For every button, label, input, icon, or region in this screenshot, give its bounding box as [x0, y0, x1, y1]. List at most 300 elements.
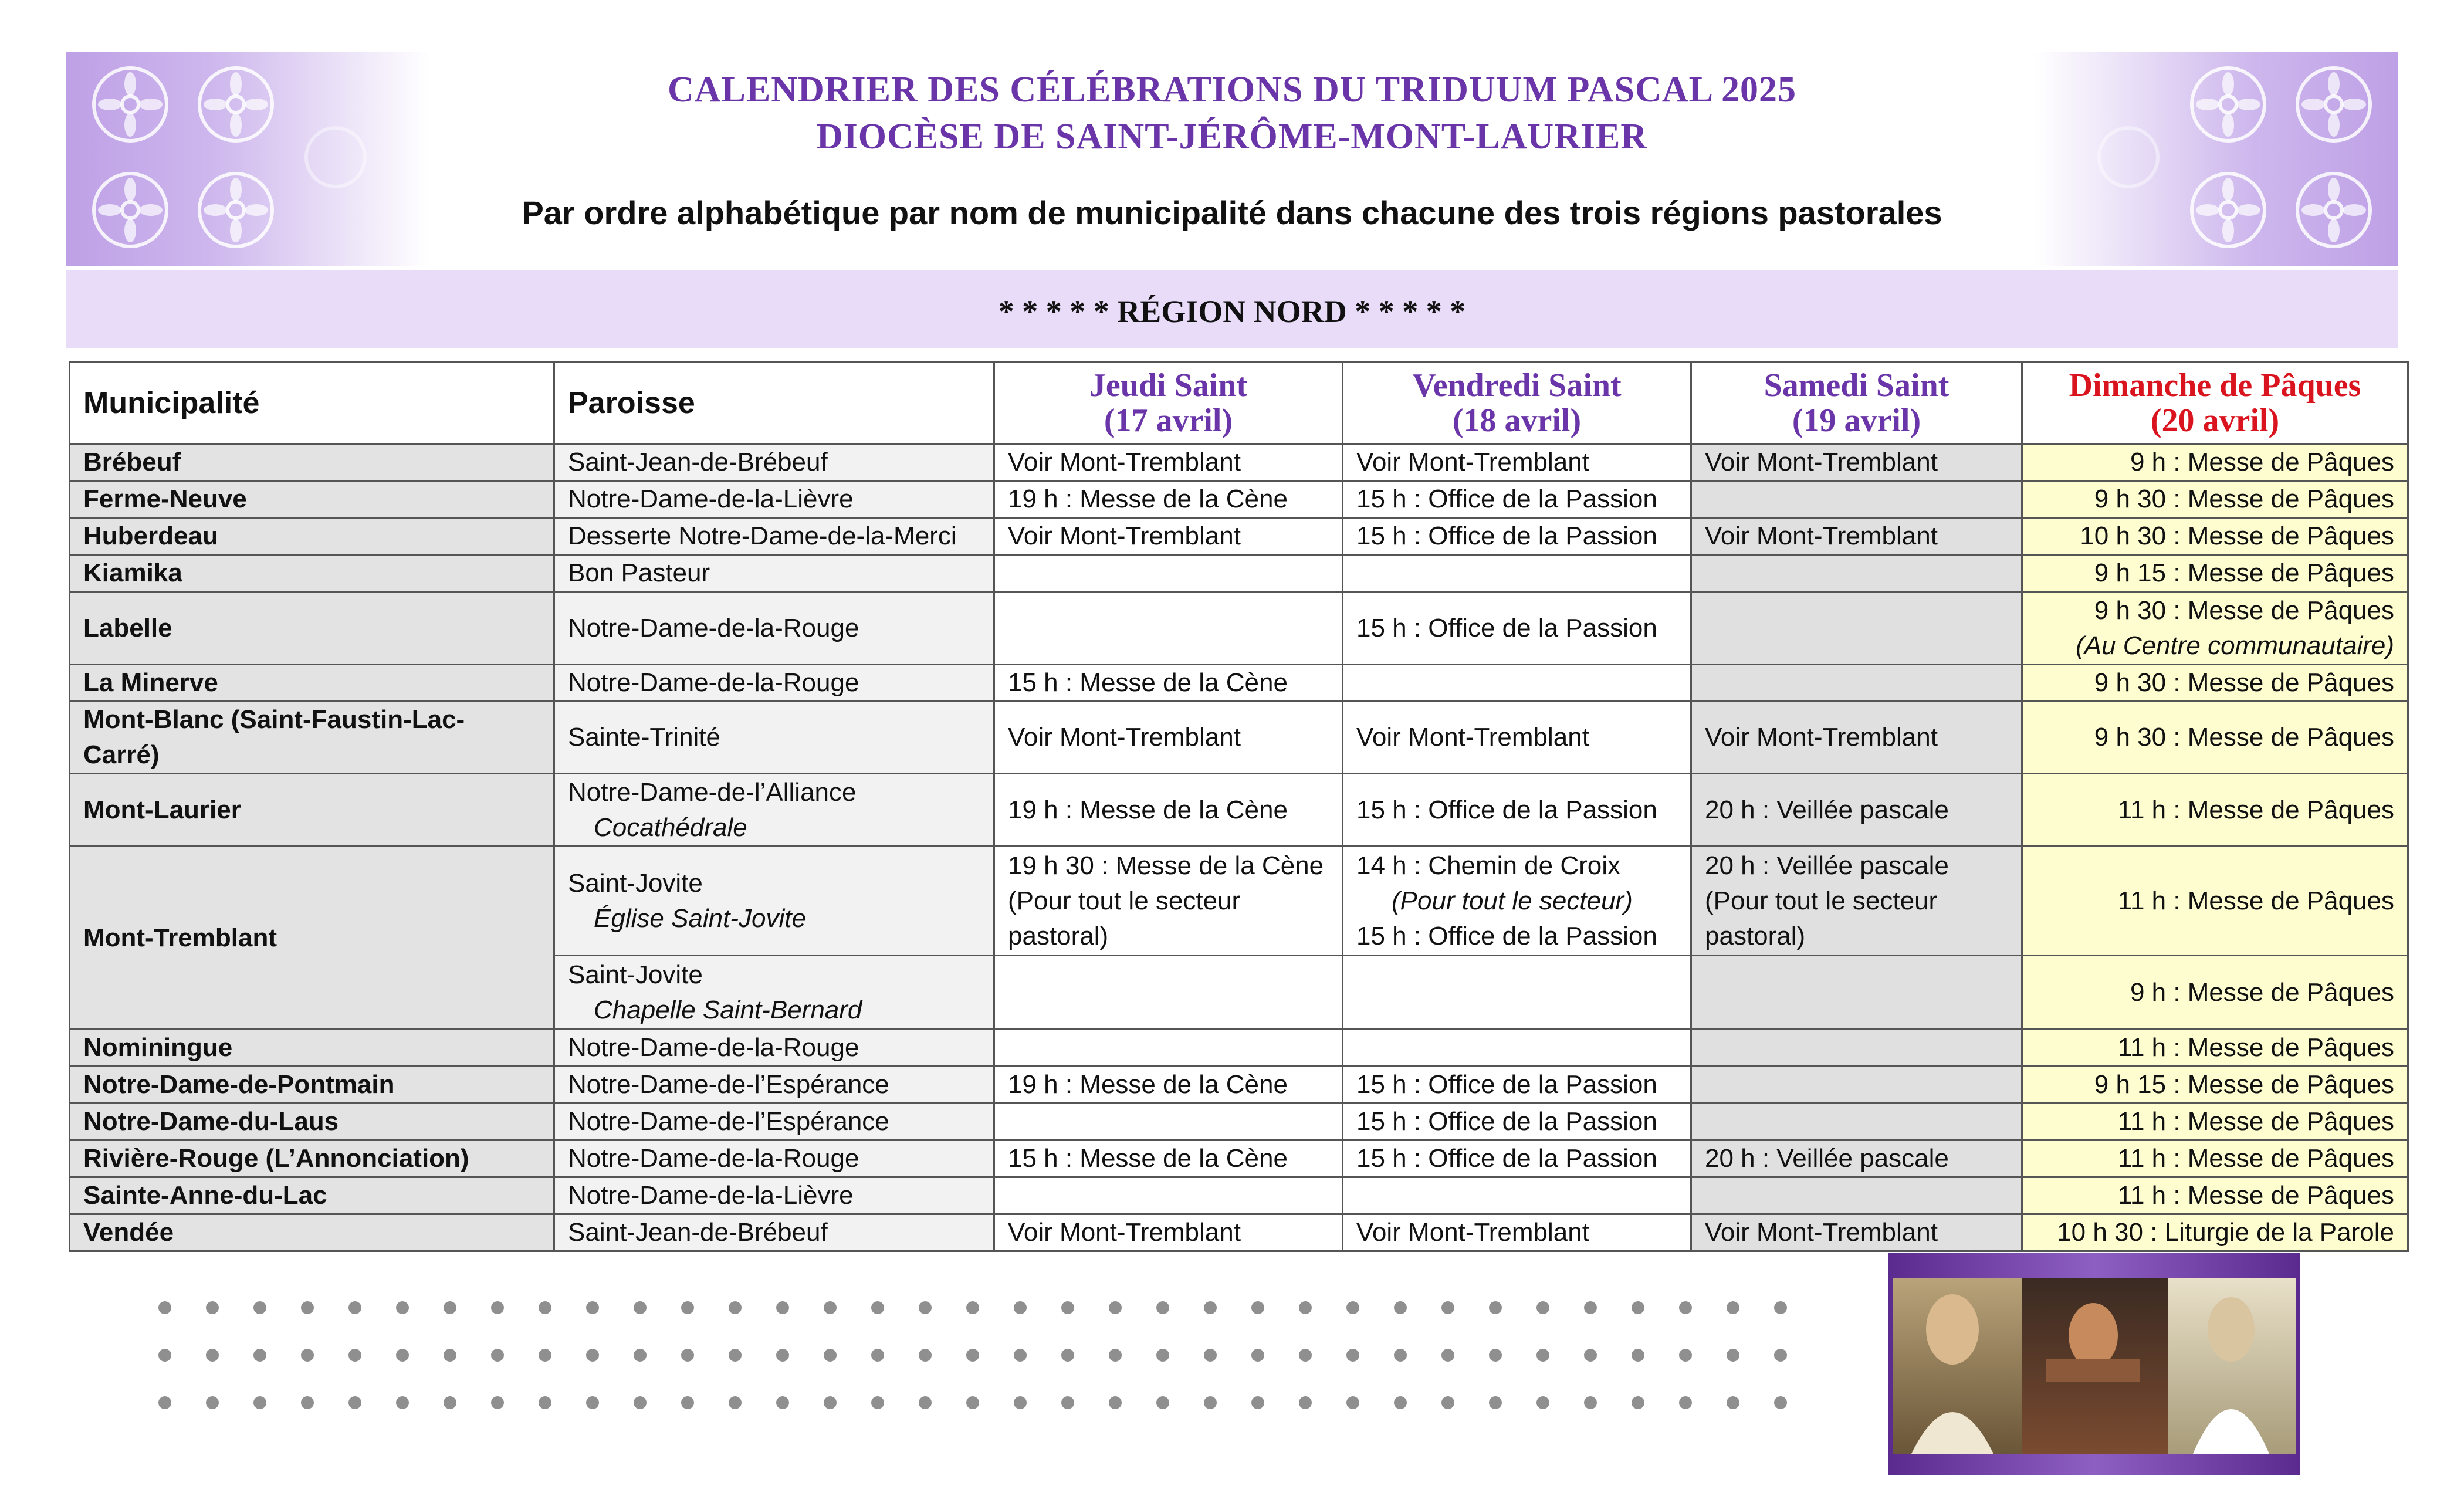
dot: [301, 1396, 314, 1409]
samedi-cell: [1691, 847, 2022, 956]
dot: [586, 1349, 599, 1362]
dot: [776, 1396, 789, 1409]
samedi-cell: [1691, 518, 2022, 555]
table-row: [70, 665, 2408, 702]
table-row: [70, 1067, 2408, 1104]
jeudi-cell: [994, 592, 1343, 665]
dot: [539, 1349, 551, 1362]
dot: [1441, 1396, 1454, 1409]
jeudi-cell: [994, 555, 1343, 592]
dot: [539, 1396, 551, 1409]
region-bar: [66, 270, 2398, 348]
jeudi-cell: [994, 444, 1343, 481]
col-header-label: Vendredi Saint: [1412, 367, 1622, 404]
dot: [1774, 1301, 1787, 1314]
dot: [1632, 1349, 1644, 1362]
cell-text: Labelle: [83, 613, 172, 642]
cell-text: 9 h 30 : Messe de Pâques: [2094, 595, 2394, 625]
vendredi-cell: [1343, 481, 1691, 518]
parish-cell: [554, 1030, 994, 1067]
dot: [396, 1349, 409, 1362]
dot: [1346, 1301, 1359, 1314]
col-header-label: Jeudi Saint: [1089, 367, 1248, 404]
cell-text: Bon Pasteur: [568, 559, 710, 587]
parish-cell: [554, 702, 994, 774]
jeudi-cell: [994, 1030, 1343, 1067]
cell-text: Vendée: [83, 1218, 174, 1247]
samedi-cell: [1691, 665, 2022, 702]
municipality-cell: [70, 1214, 554, 1251]
dot: [301, 1301, 314, 1314]
samedi-cell: [1691, 481, 2022, 518]
page-title: CALENDRIER DES CÉLÉBRATIONS DU TRIDUUM PASCAL 2025: [667, 70, 1797, 110]
dot: [1251, 1396, 1264, 1409]
dot: [1489, 1349, 1502, 1362]
dot: [1727, 1396, 1739, 1409]
parish-note: Chapelle Saint-Bernard: [594, 995, 862, 1024]
municipality-cell: [70, 1177, 554, 1214]
cell-line: (Pour tout le secteur: [1705, 886, 1938, 915]
dot: [1774, 1349, 1787, 1362]
dot: [586, 1301, 599, 1314]
dot: [634, 1349, 647, 1362]
dot: [824, 1396, 837, 1409]
col-header-date: (17 avril): [1104, 402, 1233, 439]
jeudi-cell: [994, 702, 1343, 774]
cell-line: (Pour tout le secteur): [1392, 886, 1633, 915]
cell-text: Voir Mont-Tremblant: [1008, 723, 1241, 752]
cell-text: Notre-Dame-de-la-Rouge: [568, 668, 859, 697]
cell-text: Notre-Dame-de-la-Rouge: [568, 613, 859, 642]
cell-text: 10 h 30 : Liturgie de la Parole: [2057, 1218, 2394, 1247]
cell-text: Notre-Dame-de-la-Rouge: [568, 1144, 859, 1173]
dot: [206, 1301, 219, 1314]
parish-cell: [554, 665, 994, 702]
col-header-jeudi: [994, 362, 1343, 444]
samedi-cell: [1691, 1030, 2022, 1067]
col-header-dimanche: [2022, 362, 2408, 444]
table-row: [70, 702, 2408, 774]
dot: [1394, 1396, 1407, 1409]
dot: [634, 1396, 647, 1409]
col-header-date: (18 avril): [1452, 402, 1582, 439]
cell-text: Voir Mont-Tremblant: [1705, 723, 1938, 752]
dimanche-cell: [2022, 774, 2408, 847]
dot: [539, 1301, 551, 1314]
cell-text: 20 h : Veillée pascale: [1705, 795, 1949, 824]
dot: [206, 1396, 219, 1409]
dot: [1251, 1349, 1264, 1362]
dot: [871, 1396, 884, 1409]
cell-text: Voir Mont-Tremblant: [1356, 448, 1589, 476]
cell-text: 9 h 30 : Messe de Pâques: [2094, 668, 2394, 697]
cell-text: 9 h 30 : Messe de Pâques: [2094, 485, 2394, 513]
cell-text: Notre-Dame-de-l’Espérance: [568, 1070, 889, 1099]
dot: [1014, 1301, 1027, 1314]
cell-text: Sainte-Trinité: [568, 723, 721, 752]
schedule-table: [69, 361, 2409, 1252]
cell-text: 10 h 30 : Messe de Pâques: [2080, 522, 2394, 550]
col-header-label: Samedi Saint: [1764, 367, 1949, 404]
municipality-cell: [70, 555, 554, 592]
jeudi-cell: [994, 1140, 1343, 1177]
cell-text: 15 h : Messe de la Cène: [1008, 1144, 1288, 1173]
dot: [253, 1349, 266, 1362]
diocese-title: DIOCÈSE DE SAINT-JÉRÔME-MONT-LAURIER: [816, 117, 1648, 157]
cell-text: 15 h : Office de la Passion: [1356, 613, 1657, 642]
dot: [348, 1396, 361, 1409]
dot: [729, 1396, 742, 1409]
vendredi-cell: [1343, 956, 1691, 1030]
vendredi-cell: [1343, 1030, 1691, 1067]
dot: [348, 1349, 361, 1362]
cell-line: pastoral): [1008, 921, 1109, 950]
municipality-cell: [70, 1104, 554, 1140]
table-row: [70, 1030, 2408, 1067]
dot: [1584, 1301, 1597, 1314]
table-row: [70, 444, 2408, 481]
dot: [1632, 1396, 1644, 1409]
cell-line: pastoral): [1705, 921, 1806, 950]
dot: [1299, 1396, 1312, 1409]
cell-text: 11 h : Messe de Pâques: [2117, 795, 2394, 824]
dot: [1109, 1301, 1122, 1314]
cell-text: Voir Mont-Tremblant: [1008, 522, 1241, 550]
dot: [1251, 1301, 1264, 1314]
dot: [919, 1349, 932, 1362]
cell-text: 11 h : Messe de Pâques: [2117, 1033, 2394, 1062]
dot: [1679, 1349, 1692, 1362]
cell-text: Voir Mont-Tremblant: [1705, 1218, 1938, 1247]
cell-text: Rivière-Rouge (L’Annonciation): [83, 1144, 469, 1173]
dot: [1679, 1396, 1692, 1409]
table-header-row: [70, 362, 2408, 444]
dimanche-cell: 11 h : Messe de Pâques: [2022, 847, 2408, 956]
vendredi-cell: [1343, 702, 1691, 774]
jeudi-cell: [994, 518, 1343, 555]
dot: [1109, 1396, 1122, 1409]
col-header-paroisse: Paroisse: [554, 362, 994, 444]
vendredi-cell: [1343, 1140, 1691, 1177]
dot: [1489, 1396, 1502, 1409]
dot: [1584, 1349, 1597, 1362]
parish-cell: [554, 592, 994, 665]
dot: [919, 1301, 932, 1314]
cell-text: Nominingue: [83, 1033, 233, 1062]
dot: [1204, 1349, 1217, 1362]
cell-line: (Pour tout le secteur: [1008, 886, 1241, 915]
table-row: [70, 592, 2408, 665]
dot: [871, 1301, 884, 1314]
page-subtitle: Par ordre alphabétique par nom de municipalité dans chacune des trois régions pastorales: [522, 194, 1942, 231]
municipality-cell: [70, 481, 554, 518]
col-header-label: Dimanche de Pâques: [2069, 367, 2361, 404]
cell-text: Brébeuf: [83, 448, 181, 476]
table-row: [70, 1177, 2408, 1214]
cell-line: 14 h : Chemin de Croix: [1356, 851, 1620, 880]
dot: [1632, 1301, 1644, 1314]
dot: [206, 1349, 219, 1362]
dot: [919, 1396, 932, 1409]
parish-cell: [554, 1067, 994, 1104]
cell-text: Notre-Dame-de-la-Lièvre: [568, 1181, 854, 1210]
cell-text: La Minerve: [83, 668, 218, 697]
jeudi-cell: [994, 1177, 1343, 1214]
dot: [253, 1301, 266, 1314]
samedi-cell: [1691, 592, 2022, 665]
dot: [348, 1301, 361, 1314]
vendredi-cell: [1343, 518, 1691, 555]
table-row: [70, 1140, 2408, 1177]
cell-text: Notre-Dame-de-la-Rouge: [568, 1033, 859, 1062]
easter-note: (Au Centre communautaire): [2076, 631, 2394, 660]
dot: [1727, 1349, 1739, 1362]
samedi-cell: [1691, 1104, 2022, 1140]
municipality-cell: [70, 774, 554, 847]
cell-text: Notre-Dame-de-Pontmain: [83, 1070, 395, 1099]
dot: [158, 1349, 171, 1362]
cell-text: Voir Mont-Tremblant: [1008, 448, 1241, 476]
municipality-cell: [70, 1140, 554, 1177]
dot: [681, 1349, 694, 1362]
dot: [1584, 1396, 1597, 1409]
parish-cell: [554, 1140, 994, 1177]
jeudi-cell: [994, 1067, 1343, 1104]
cell-text: Notre-Dame-de-la-Lièvre: [568, 485, 854, 513]
dot: [1014, 1396, 1027, 1409]
dimanche-cell: [2022, 592, 2408, 665]
dot: [1109, 1349, 1122, 1362]
dot: [1156, 1396, 1169, 1409]
cell-text: Notre-Dame-du-Laus: [83, 1107, 339, 1136]
dimanche-cell: 9 h : Messe de Pâques: [2022, 956, 2408, 1030]
jeudi-cell: [994, 956, 1343, 1030]
cell-text: Saint-Jean-de-Brébeuf: [568, 448, 828, 476]
region-label: * * * * * RÉGION NORD * * * * *: [998, 294, 1466, 329]
samedi-cell: [1691, 1140, 2022, 1177]
col-header-date: (19 avril): [1792, 402, 1921, 439]
vendredi-cell: [1343, 774, 1691, 847]
cell-text: 9 h : Messe de Pâques: [2130, 448, 2394, 476]
dimanche-cell: [2022, 1067, 2408, 1104]
dot: [1441, 1349, 1454, 1362]
dimanche-cell: [2022, 665, 2408, 702]
samedi-cell: [1691, 1067, 2022, 1104]
dot: [253, 1396, 266, 1409]
municipality-cell: [70, 444, 554, 481]
cell-text: 19 h : Messe de la Cène: [1008, 795, 1288, 824]
dot: [158, 1396, 171, 1409]
vendredi-cell: [1343, 1214, 1691, 1251]
dot: [1299, 1349, 1312, 1362]
municipality-cell: [70, 702, 554, 774]
jeudi-cell: [994, 1214, 1343, 1251]
municipality-cell: Mont-Tremblant: [70, 847, 554, 1030]
cell-text: 11 h : Messe de Pâques: [2117, 1107, 2394, 1136]
dot: [776, 1349, 789, 1362]
table-row: [70, 1104, 2408, 1140]
dot: [1489, 1301, 1502, 1314]
samedi-cell: [1691, 1214, 2022, 1251]
cell-line: 20 h : Veillée pascale: [1705, 851, 1949, 880]
parish-cell: [554, 956, 994, 1030]
cell-text: Sainte-Anne-du-Lac: [83, 1181, 327, 1210]
parish-cell: [554, 481, 994, 518]
dot: [824, 1301, 837, 1314]
municipality-cell: [70, 665, 554, 702]
table-row: [70, 518, 2408, 555]
municipality-cell: [70, 1067, 554, 1104]
dot: [1346, 1349, 1359, 1362]
dot: [158, 1301, 171, 1314]
dot: [1061, 1349, 1074, 1362]
dot: [444, 1301, 456, 1314]
dot: [1441, 1301, 1454, 1314]
dimanche-cell: [2022, 1030, 2408, 1067]
cell-line: 19 h 30 : Messe de la Cène: [1008, 851, 1324, 880]
parish-cell: [554, 1104, 994, 1140]
dimanche-cell: [2022, 555, 2408, 592]
vendredi-cell: [1343, 665, 1691, 702]
cell-text: 15 h : Office de la Passion: [1356, 1144, 1657, 1173]
cell-text: Voir Mont-Tremblant: [1705, 522, 1938, 550]
cell-text: 15 h : Office de la Passion: [1356, 522, 1657, 550]
table-row: [70, 774, 2408, 847]
dot: [966, 1349, 979, 1362]
table-row: [70, 847, 2408, 956]
vendredi-cell: [1343, 592, 1691, 665]
dot: [966, 1396, 979, 1409]
dot: [1394, 1301, 1407, 1314]
dot: [396, 1301, 409, 1314]
cell-line: 15 h : Office de la Passion: [1356, 921, 1657, 950]
cell-text: 15 h : Office de la Passion: [1356, 1107, 1657, 1136]
col-header-municipalite: Municipalité: [70, 362, 554, 444]
vendredi-cell: [1343, 555, 1691, 592]
cell-text: 11 h : Messe de Pâques: [2117, 1144, 2394, 1173]
vendredi-cell: [1343, 847, 1691, 956]
col-header-samedi: [1691, 362, 2022, 444]
dot: [1774, 1396, 1787, 1409]
dot: [1061, 1301, 1074, 1314]
cell-text: 15 h : Office de la Passion: [1356, 485, 1657, 513]
dimanche-cell: [2022, 518, 2408, 555]
dot: [634, 1301, 647, 1314]
parish-cell: [554, 518, 994, 555]
cell-text: 15 h : Office de la Passion: [1356, 795, 1657, 824]
cell-text: Kiamika: [83, 559, 182, 587]
easter-triptych-image: [1888, 1253, 2300, 1475]
parish-cell: [554, 555, 994, 592]
samedi-cell: [1691, 1177, 2022, 1214]
dot: [1204, 1301, 1217, 1314]
dot: [681, 1396, 694, 1409]
col-header-vendredi: [1343, 362, 1691, 444]
cell-text: 15 h : Office de la Passion: [1356, 1070, 1657, 1099]
dot: [396, 1396, 409, 1409]
cell-text: 9 h 15 : Messe de Pâques: [2094, 559, 2394, 587]
dot: [729, 1349, 742, 1362]
dot: [824, 1349, 837, 1362]
municipality-cell: [70, 592, 554, 665]
dot: [966, 1301, 979, 1314]
col-header-date: (20 avril): [2150, 402, 2280, 439]
parish-name: Saint-Jovite: [568, 960, 703, 989]
municipality-cell: [70, 1030, 554, 1067]
vendredi-cell: [1343, 1177, 1691, 1214]
dimanche-cell: [2022, 1214, 2408, 1251]
dimanche-cell: [2022, 1140, 2408, 1177]
dot: [1156, 1349, 1169, 1362]
cell-text: Voir Mont-Tremblant: [1008, 1218, 1241, 1247]
cell-text: 20 h : Veillée pascale: [1705, 1144, 1949, 1173]
cell-text: Huberdeau: [83, 522, 218, 550]
jeudi-cell: [994, 665, 1343, 702]
cell-text: 9 h 15 : Messe de Pâques: [2094, 1070, 2394, 1099]
cell-text: Notre-Dame-de-l’Espérance: [568, 1107, 889, 1136]
dot: [301, 1349, 314, 1362]
dot: [444, 1349, 456, 1362]
dot: [491, 1396, 504, 1409]
cell-text: 15 h : Messe de la Cène: [1008, 668, 1288, 697]
table-row: [70, 555, 2408, 592]
samedi-cell: [1691, 702, 2022, 774]
dot: [1014, 1349, 1027, 1362]
samedi-cell: [1691, 774, 2022, 847]
parish-cell: [554, 774, 994, 847]
dot: [491, 1349, 504, 1362]
vendredi-cell: [1343, 444, 1691, 481]
parish-cell: [554, 847, 994, 956]
parish-cell: [554, 1177, 994, 1214]
cell-text: Mont-Blanc (Saint-Faustin-Lac-Carré): [83, 705, 465, 769]
parish-cell: [554, 444, 994, 481]
dot: [1536, 1349, 1549, 1362]
dot: [1204, 1396, 1217, 1409]
cell-text: Voir Mont-Tremblant: [1356, 1218, 1589, 1247]
dimanche-cell: [2022, 444, 2408, 481]
table-row: [70, 1214, 2408, 1251]
dot: [681, 1301, 694, 1314]
dot: [1156, 1301, 1169, 1314]
jeudi-cell: [994, 1104, 1343, 1140]
vendredi-cell: [1343, 1067, 1691, 1104]
cell-text: Notre-Dame-de-l’Alliance: [568, 777, 857, 807]
parish-note: Église Saint-Jovite: [594, 903, 806, 933]
dot: [1299, 1301, 1312, 1314]
samedi-cell: [1691, 555, 2022, 592]
cell-text: 9 h 30 : Messe de Pâques: [2094, 723, 2394, 752]
jeudi-cell: [994, 847, 1343, 956]
samedi-cell: [1691, 956, 2022, 1030]
dimanche-cell: [2022, 1104, 2408, 1140]
dot: [1394, 1349, 1407, 1362]
dot: [1536, 1301, 1549, 1314]
cell-text: Desserte Notre-Dame-de-la-Merci: [568, 522, 957, 550]
dimanche-cell: [2022, 702, 2408, 774]
municipality-cell: [70, 518, 554, 555]
vendredi-cell: [1343, 1104, 1691, 1140]
parish-note: Cocathédrale: [594, 813, 747, 842]
jeudi-cell: [994, 774, 1343, 847]
cell-text: 19 h : Messe de la Cène: [1008, 1070, 1288, 1099]
dot: [1061, 1396, 1074, 1409]
dot: [1346, 1396, 1359, 1409]
cell-text: Voir Mont-Tremblant: [1705, 448, 1938, 476]
dot: [871, 1349, 884, 1362]
jeudi-cell: [994, 481, 1343, 518]
dot: [491, 1301, 504, 1314]
